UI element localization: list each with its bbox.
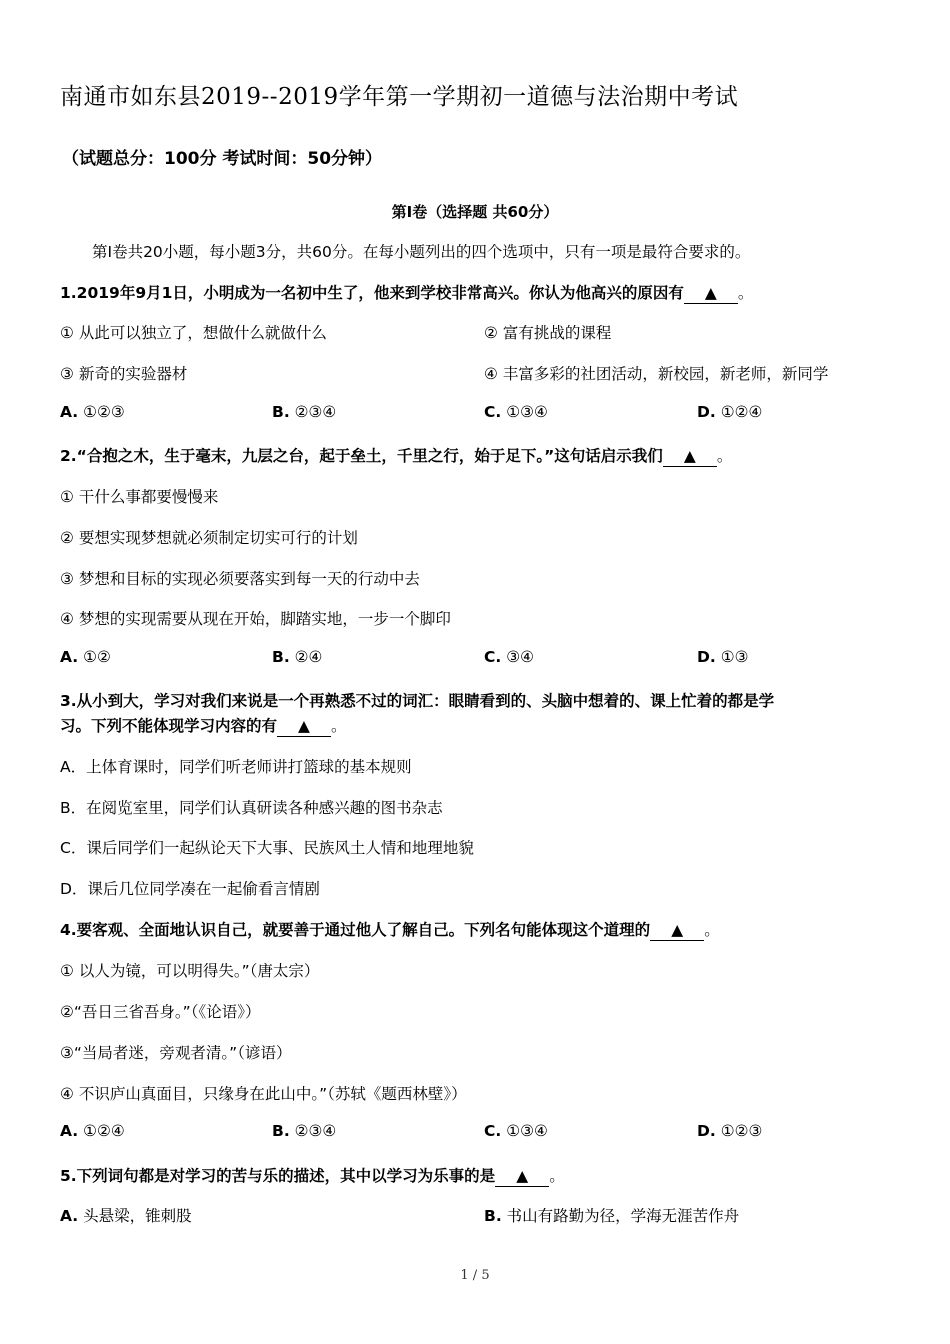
option-label: D. xyxy=(697,403,716,421)
option-label: D. xyxy=(697,648,716,666)
q2-item-1: ① 干什么事都要慢慢来 xyxy=(60,488,219,506)
q1-item-3: ③ 新奇的实验器材 xyxy=(60,365,188,383)
q3-option-d[interactable]: D．课后几位同学凑在一起偷看言情剧 xyxy=(60,880,320,898)
q4-item-3: ③“当局者迷，旁观者清。”（谚语） xyxy=(60,1044,292,1062)
q1-item-1: ① 从此可以独立了，想做什么就做什么 xyxy=(60,324,327,342)
q5-option-b[interactable] xyxy=(484,1204,739,1226)
answer-blank xyxy=(663,446,717,467)
exam-subtitle: （试题总分：100分 考试时间：50分钟） xyxy=(62,149,383,169)
q1-option-b[interactable] xyxy=(272,403,336,421)
q2-item-4: ④ 梦想的实现需要从现在开始，脚踏实地，一步一个脚印 xyxy=(60,610,451,628)
option-text: ①②③ xyxy=(715,1122,763,1140)
q1-option-c[interactable] xyxy=(484,403,548,421)
q4-option-c[interactable] xyxy=(484,1122,548,1140)
blank-mark: ▲ xyxy=(516,1167,529,1185)
q2-option-a[interactable] xyxy=(60,648,111,666)
question-end: 。 xyxy=(716,447,733,465)
page-number: 1 / 5 xyxy=(460,1268,490,1283)
option-text: ①③④ xyxy=(501,1122,548,1140)
question-2-text: 2.“合抱之木，生于毫末，九层之台，起于垒土，千里之行，始于足下。”这句话启示我们 xyxy=(60,447,663,465)
question-3-stem-line1 xyxy=(60,689,774,713)
option-label: A. xyxy=(60,1122,79,1140)
instructions: 第Ⅰ卷共20小题，每小题3分，共60分。在每小题列出的四个选项中，只有一项是最符合要求的。 xyxy=(92,243,751,261)
q4-option-b[interactable] xyxy=(272,1122,336,1140)
q3-option-c[interactable]: C．课后同学们一起纵论天下大事、民族风土人情和地理地貌 xyxy=(60,839,474,857)
option-text: 头悬梁，锥刺股 xyxy=(78,1207,192,1225)
q3-option-a[interactable]: A．上体育课时，同学们听老师讲打篮球的基本规则 xyxy=(60,758,412,776)
option-text: ③④ xyxy=(501,648,534,666)
option-label: D. xyxy=(697,1122,716,1140)
question-3-stem-line2 xyxy=(60,714,347,738)
option-label: C. xyxy=(484,403,502,421)
option-text: ②③④ xyxy=(289,403,337,421)
q4-option-a[interactable] xyxy=(60,1122,125,1140)
option-text: ①②④ xyxy=(78,1122,125,1140)
option-text: ②④ xyxy=(289,648,323,666)
option-label: C. xyxy=(484,1122,502,1140)
option-label: C. xyxy=(484,648,502,666)
question-1-text: 1.2019年9月1日，小明成为一名初中生了，他来到学校非常高兴。你认为他高兴的原因有 xyxy=(60,284,684,302)
option-label: A. xyxy=(60,1207,79,1225)
q4-item-4: ④ 不识庐山真面目，只缘身在此山中。”（苏轼《题西林壁》） xyxy=(60,1085,467,1103)
q4-item-1: ① 以人为镜，可以明得失。”（唐太宗） xyxy=(60,962,320,980)
option-text: ①③④ xyxy=(501,403,548,421)
option-label: B. xyxy=(272,403,290,421)
answer-blank xyxy=(495,1166,549,1187)
option-label: B. xyxy=(272,648,290,666)
blank-mark: ▲ xyxy=(704,284,717,302)
option-text: ①②③ xyxy=(78,403,125,421)
question-end: 。 xyxy=(331,717,347,735)
q5-option-a[interactable] xyxy=(60,1204,192,1226)
q4-item-2: ②“吾日三省吾身。”（《论语》） xyxy=(60,1003,261,1021)
option-label: B. xyxy=(272,1122,290,1140)
blank-mark: ▲ xyxy=(671,921,684,939)
blank-mark: ▲ xyxy=(298,717,310,735)
option-label: A. xyxy=(60,403,79,421)
question-1-stem xyxy=(60,281,753,305)
q2-option-d[interactable] xyxy=(697,648,748,666)
q3-option-b[interactable]: B．在阅览室里，同学们认真研读各种感兴趣的图书杂志 xyxy=(60,799,443,817)
option-text: ①②④ xyxy=(715,403,763,421)
option-label: A. xyxy=(60,648,79,666)
q2-item-2: ② 要想实现梦想就必须制定切实可行的计划 xyxy=(60,529,358,547)
question-2-stem xyxy=(60,444,732,468)
question-5-text: 5.下列词句都是对学习的苦与乐的描述，其中以学习为乐事的是 xyxy=(60,1167,496,1185)
question-3-text: 3.从小到大，学习对我们来说是一个再熟悉不过的词汇：眼睛看到的、头脑中想着的、课上忙着的都是学 xyxy=(60,692,775,710)
question-4-text: 4.要客观、全面地认识自己，就要善于通过他人了解自己。下列名句能体现这个道理的 xyxy=(60,921,651,939)
option-text: ①③ xyxy=(715,648,749,666)
q4-option-d[interactable] xyxy=(697,1122,762,1140)
section-heading: 第Ⅰ卷（选择题 共60分） xyxy=(391,203,559,221)
question-3-text-cont: 习。下列不能体现学习内容的有 xyxy=(60,717,278,735)
option-label: B. xyxy=(484,1207,502,1225)
question-end: 。 xyxy=(549,1167,565,1185)
q1-option-d[interactable] xyxy=(697,403,762,421)
blank-mark: ▲ xyxy=(683,447,696,465)
option-text: ①② xyxy=(78,648,111,666)
exam-title: 南通市如东县2019--2019学年第一学期初一道德与法治期中考试 xyxy=(60,84,739,110)
answer-blank xyxy=(277,716,331,737)
q1-item-4: ④ 丰富多彩的社团活动，新校园，新老师，新同学 xyxy=(484,365,829,383)
question-5-stem xyxy=(60,1164,565,1188)
option-text: ②③④ xyxy=(289,1122,337,1140)
q1-option-a[interactable] xyxy=(60,403,125,421)
question-end: 。 xyxy=(737,284,754,302)
question-end: 。 xyxy=(704,921,720,939)
option-text: 书山有路勤为径，学海无涯苦作舟 xyxy=(501,1207,740,1225)
q2-option-c[interactable] xyxy=(484,648,534,666)
q1-item-2: ② 富有挑战的课程 xyxy=(484,324,612,342)
question-4-stem xyxy=(60,918,720,942)
q2-item-3: ③ 梦想和目标的实现必须要落实到每一天的行动中去 xyxy=(60,570,420,588)
answer-blank xyxy=(650,920,704,941)
q2-option-b[interactable] xyxy=(272,648,322,666)
answer-blank xyxy=(684,283,738,304)
